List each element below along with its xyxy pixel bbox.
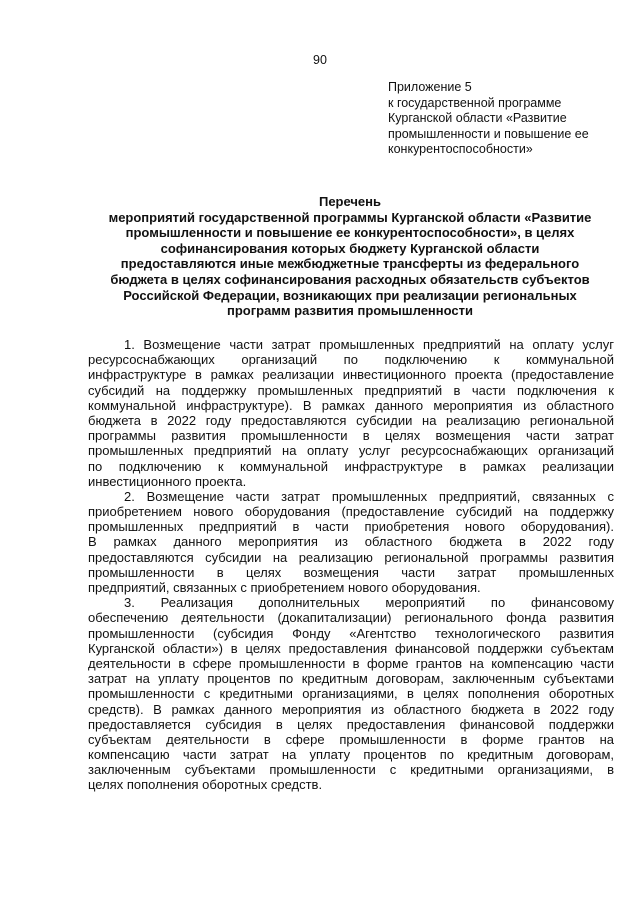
heading-line: софинансирования которых бюджету Курганской области [160, 240, 540, 256]
paragraph-line: 1. Возмещение части затрат промышленных предприятий на оплату услуг [124, 337, 614, 352]
paragraph-2 [88, 489, 614, 595]
heading-line: предоставляются иные межбюджетные трансферты из федерального [120, 256, 580, 272]
paragraph-line: средств). В рамках данного мероприятия из областного бюджета в 2022 году [88, 701, 614, 717]
document-heading [70, 194, 630, 319]
paragraph-line: промышленности в целях возмещения части затрат промышленных [88, 564, 614, 580]
paragraph-line: приобретением нового оборудования (предоставление субсидий на поддержку [88, 504, 614, 520]
paragraph-line: обеспечению деятельности (докапитализации) регионального фонда развития [88, 610, 614, 626]
paragraph-line: предоставляются субсидии на реализацию региональной программы развития [88, 549, 614, 565]
paragraph-line: коммунальной инфраструктуре). В рамках данного мероприятия из областного [88, 397, 614, 413]
paragraph-1 [88, 337, 614, 489]
paragraph-line: предприятий, связанных с приобретением нового оборудования. [88, 580, 481, 595]
appendix-line: конкурентоспособности» [388, 142, 533, 156]
paragraph-line: компенсацию части затрат на уплату процентов по кредитным договорам, [88, 747, 614, 763]
appendix-line: Приложение 5 [388, 80, 472, 94]
paragraph-line: инвестиционного проекта. [88, 473, 247, 489]
paragraph-line: по подключению к коммунальной инфраструктуре в рамках реализации [88, 458, 614, 474]
appendix-line: Курганской области «Развитие [388, 111, 567, 125]
paragraph-line: В рамках данного мероприятия из областного бюджета в 2022 году [88, 534, 614, 550]
heading-line: бюджета в целях софинансирования расходных обязательств субъектов [110, 271, 590, 287]
paragraph-line: программы развития промышленности в целях возмещения части затрат [88, 428, 614, 444]
paragraph-line: заключенным субъектами промышленности с кредитными организациями, в [88, 762, 614, 778]
paragraph-line: деятельности в сфере промышленности в форме грантов на компенсацию части [88, 655, 614, 671]
paragraph-line: инфраструктуре в рамках реализации инвестиционного проекта (предоставление [88, 367, 614, 383]
heading-line: промышленности и повышение ее конкурентоспособности», в целях [125, 225, 575, 241]
appendix-note [388, 80, 628, 158]
heading-line: программ развития промышленности [227, 303, 473, 319]
appendix-line: промышленности и повышение ее [388, 126, 589, 141]
paragraph-line: целях пополнения оборотных средств. [88, 777, 323, 793]
heading-title: Перечень [318, 194, 382, 209]
paragraph-line: ресурсоснабжающих организаций по подключению к коммунальной [88, 352, 614, 368]
paragraph-line: 3. Реализация дополнительных мероприятий по финансовому [124, 595, 614, 611]
paragraph-line: 2. Возмещение части затрат промышленных предприятий, связанных с [124, 488, 614, 504]
page-number: 90 [313, 53, 327, 67]
paragraph-line: промышленности с кредитными организациями, в целях пополнения оборотных [88, 686, 614, 702]
paragraph-line: промышленности (субсидия Фонду «Агентство технологического развития [88, 625, 614, 641]
paragraph-line: промышленных предприятий в части приобретения нового оборудования). [88, 519, 614, 535]
paragraph-line: субсидий на поддержку промышленных предприятий в части подключения к [88, 382, 614, 398]
heading-line: Российской Федерации, возникающих при реализации региональных [123, 287, 577, 303]
paragraph-line: субъектам деятельности в сфере промышленности в форме грантов на [88, 731, 614, 747]
paragraph-line: промышленных предприятий на оплату услуг ресурсоснабжающих организаций [88, 443, 614, 459]
paragraph-3 [88, 595, 614, 792]
paragraph-line: затрат на уплату процентов по кредитным договорам, заключенным субъектами [88, 671, 614, 687]
paragraph-line: предоставляется субсидия в целях предоставления финансовой поддержки [88, 716, 614, 732]
heading-line: мероприятий государственной программы Курганской области «Развитие [108, 209, 592, 225]
paragraph-line: Курганской области») в целях предоставления финансовой поддержки субъектам [88, 640, 614, 656]
appendix-line: к государственной программе [388, 95, 562, 110]
document-body [88, 337, 614, 793]
paragraph-line: бюджета в 2022 году предоставляются субсидии на реализацию региональной [88, 412, 614, 428]
